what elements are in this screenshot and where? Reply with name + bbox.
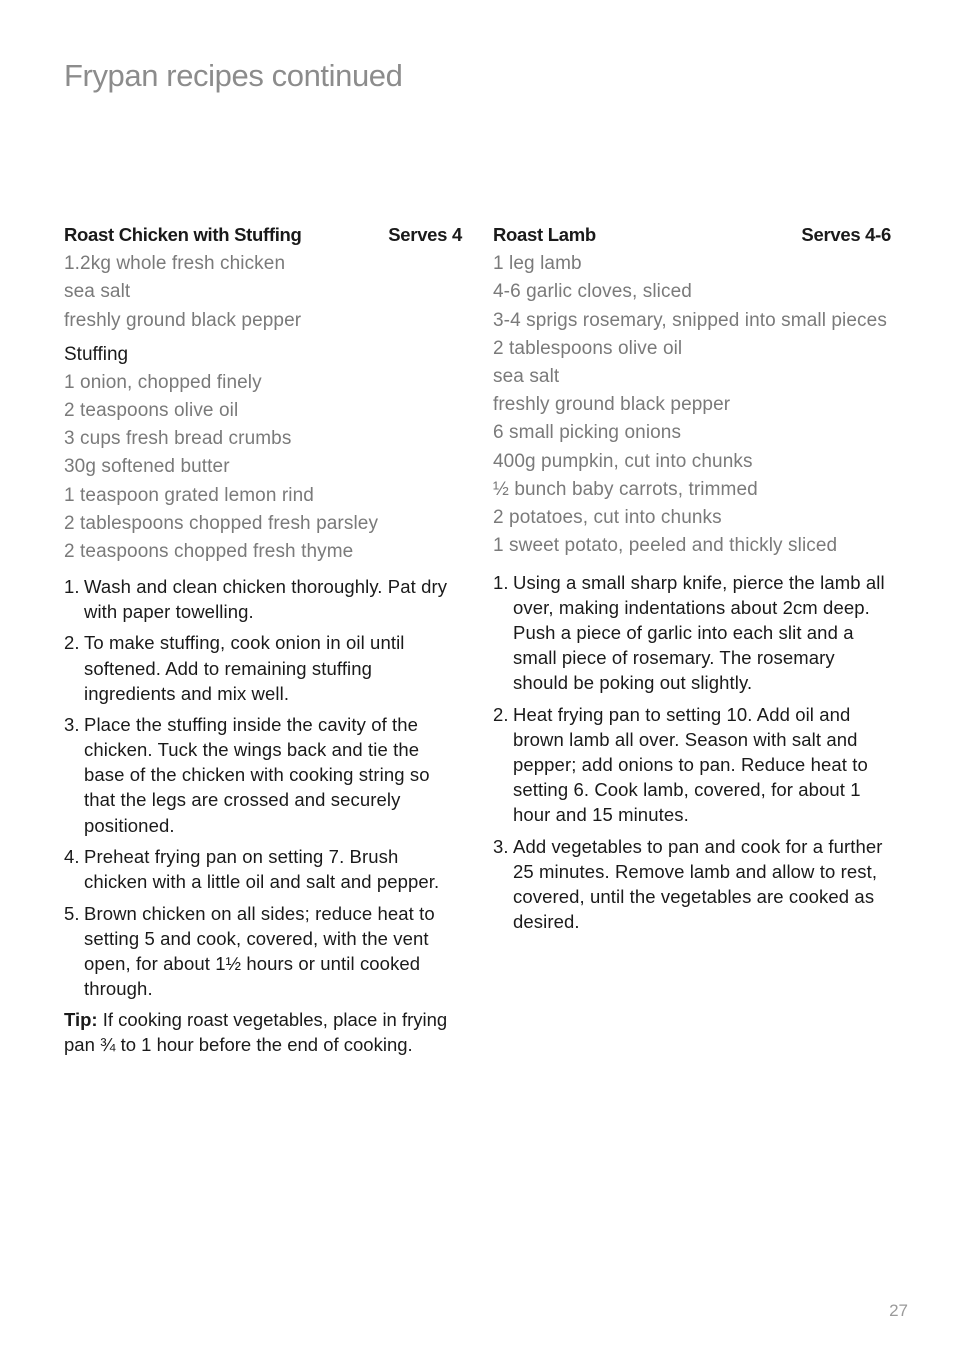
- ingredient-item: sea salt: [493, 365, 560, 387]
- ingredient-list: [64, 251, 462, 332]
- step-text: To make stuffing, cook onion in oil until softened. Add to remaining stuffing ingredients and mix well.: [84, 632, 405, 704]
- stuffing-ingredient-list: [64, 370, 462, 564]
- step-text: Place the stuffing inside the cavity of the chicken. Tuck the wings back and tie the base of the chicken with cooking string so that the legs are crossed and securely positioned.: [84, 714, 430, 836]
- ingredient-item: 2 teaspoons chopped fresh thyme: [64, 540, 354, 562]
- method-step: [64, 574, 462, 624]
- ingredient-item: freshly ground black pepper: [493, 394, 731, 416]
- ingredient-item: freshly ground black pepper: [64, 309, 302, 331]
- page-title: Frypan recipes continued: [64, 58, 403, 93]
- ingredient-item: sea salt: [64, 281, 131, 303]
- ingredient-item: 4-6 garlic cloves, sliced: [493, 281, 692, 303]
- step-text: Heat frying pan to setting 10. Add oil and brown lamb all over. Season with salt and pepper; add onions to pan. Reduce heat to setting 6. Cook lamb, covered, for about 1 hour and 15 minutes.: [513, 703, 868, 826]
- step-number: 3.: [493, 835, 509, 857]
- method-step: [493, 702, 891, 827]
- step-number: 2.: [493, 703, 509, 725]
- tip-note: [64, 1007, 462, 1057]
- recipe-title: Roast Lamb: [493, 224, 596, 245]
- method-steps: [493, 570, 891, 934]
- step-text: Wash and clean chicken thoroughly. Pat dry with paper towelling.: [84, 575, 448, 622]
- ingredient-item: 6 small picking onions: [493, 422, 682, 444]
- ingredient-item: 1 teaspoon grated lemon rind: [64, 484, 314, 506]
- ingredient-item: 1 onion, chopped finely: [64, 371, 262, 393]
- step-number: 1.: [64, 575, 80, 597]
- step-text: Add vegetables to pan and cook for a further 25 minutes. Remove lamb and allow to rest, covered, until the vegetables are cooked as desired.: [513, 835, 883, 933]
- method-step: [493, 570, 891, 695]
- step-text: Using a small sharp knife, pierce the lamb all over, making indentations about 2cm deep. Push a piece of garlic into each slit and a small piece of rosemary. The rosemary should be poking out slightly.: [513, 572, 885, 694]
- recipe-header: [493, 222, 891, 248]
- method-step: [64, 844, 462, 894]
- recipe-roast-lamb: [493, 222, 891, 941]
- ingredient-item: 1 leg lamb: [493, 253, 582, 275]
- method-step: [493, 834, 891, 934]
- step-number: 3.: [64, 714, 80, 736]
- method-step: [64, 630, 462, 705]
- ingredient-item: 2 tablespoons chopped fresh parsley: [64, 512, 379, 534]
- tip-text: If cooking roast vegetables, place in frying pan ¾ to 1 hour before the end of cooking.: [64, 1009, 448, 1056]
- step-number: 4.: [64, 845, 80, 867]
- recipe-header: [64, 222, 462, 248]
- ingredient-item: 3-4 sprigs rosemary, snipped into small pieces: [493, 309, 887, 331]
- step-number: 5.: [64, 902, 80, 924]
- ingredient-item: 2 potatoes, cut into chunks: [493, 506, 722, 528]
- recipe-roast-chicken: [64, 222, 462, 1076]
- step-text: Brown chicken on all sides; reduce heat to setting 5 and cook, covered, with the vent open, for about 1½ hours or until cooked through.: [84, 902, 435, 999]
- ingredient-item: 1 sweet potato, peeled and thickly sliced: [493, 535, 838, 557]
- page-number: 27: [889, 1301, 908, 1320]
- recipe-serves: Serves 4-6: [801, 224, 891, 245]
- ingredient-item: 2 teaspoons olive oil: [64, 399, 239, 421]
- method-step: [64, 901, 462, 1001]
- recipe-serves: Serves 4: [388, 224, 462, 245]
- ingredient-item: 30g softened butter: [64, 456, 230, 478]
- stuffing-heading: Stuffing: [64, 343, 129, 365]
- ingredient-item: 2 tablespoons olive oil: [493, 337, 683, 359]
- ingredient-item: 400g pumpkin, cut into chunks: [493, 450, 753, 472]
- ingredient-item: 3 cups fresh bread crumbs: [64, 428, 292, 450]
- method-step: [64, 712, 462, 837]
- ingredient-item: 1.2kg whole fresh chicken: [64, 253, 286, 275]
- ingredient-list: [493, 251, 891, 558]
- step-number: 1.: [493, 572, 509, 594]
- recipe-title: Roast Chicken with Stuffing: [64, 224, 302, 245]
- tip-label: Tip:: [64, 1009, 98, 1031]
- method-steps: [64, 574, 462, 1001]
- step-text: Preheat frying pan on setting 7. Brush chicken with a little oil and salt and pepper.: [84, 845, 440, 893]
- ingredient-item: ½ bunch baby carrots, trimmed: [493, 478, 758, 500]
- step-number: 2.: [64, 632, 80, 654]
